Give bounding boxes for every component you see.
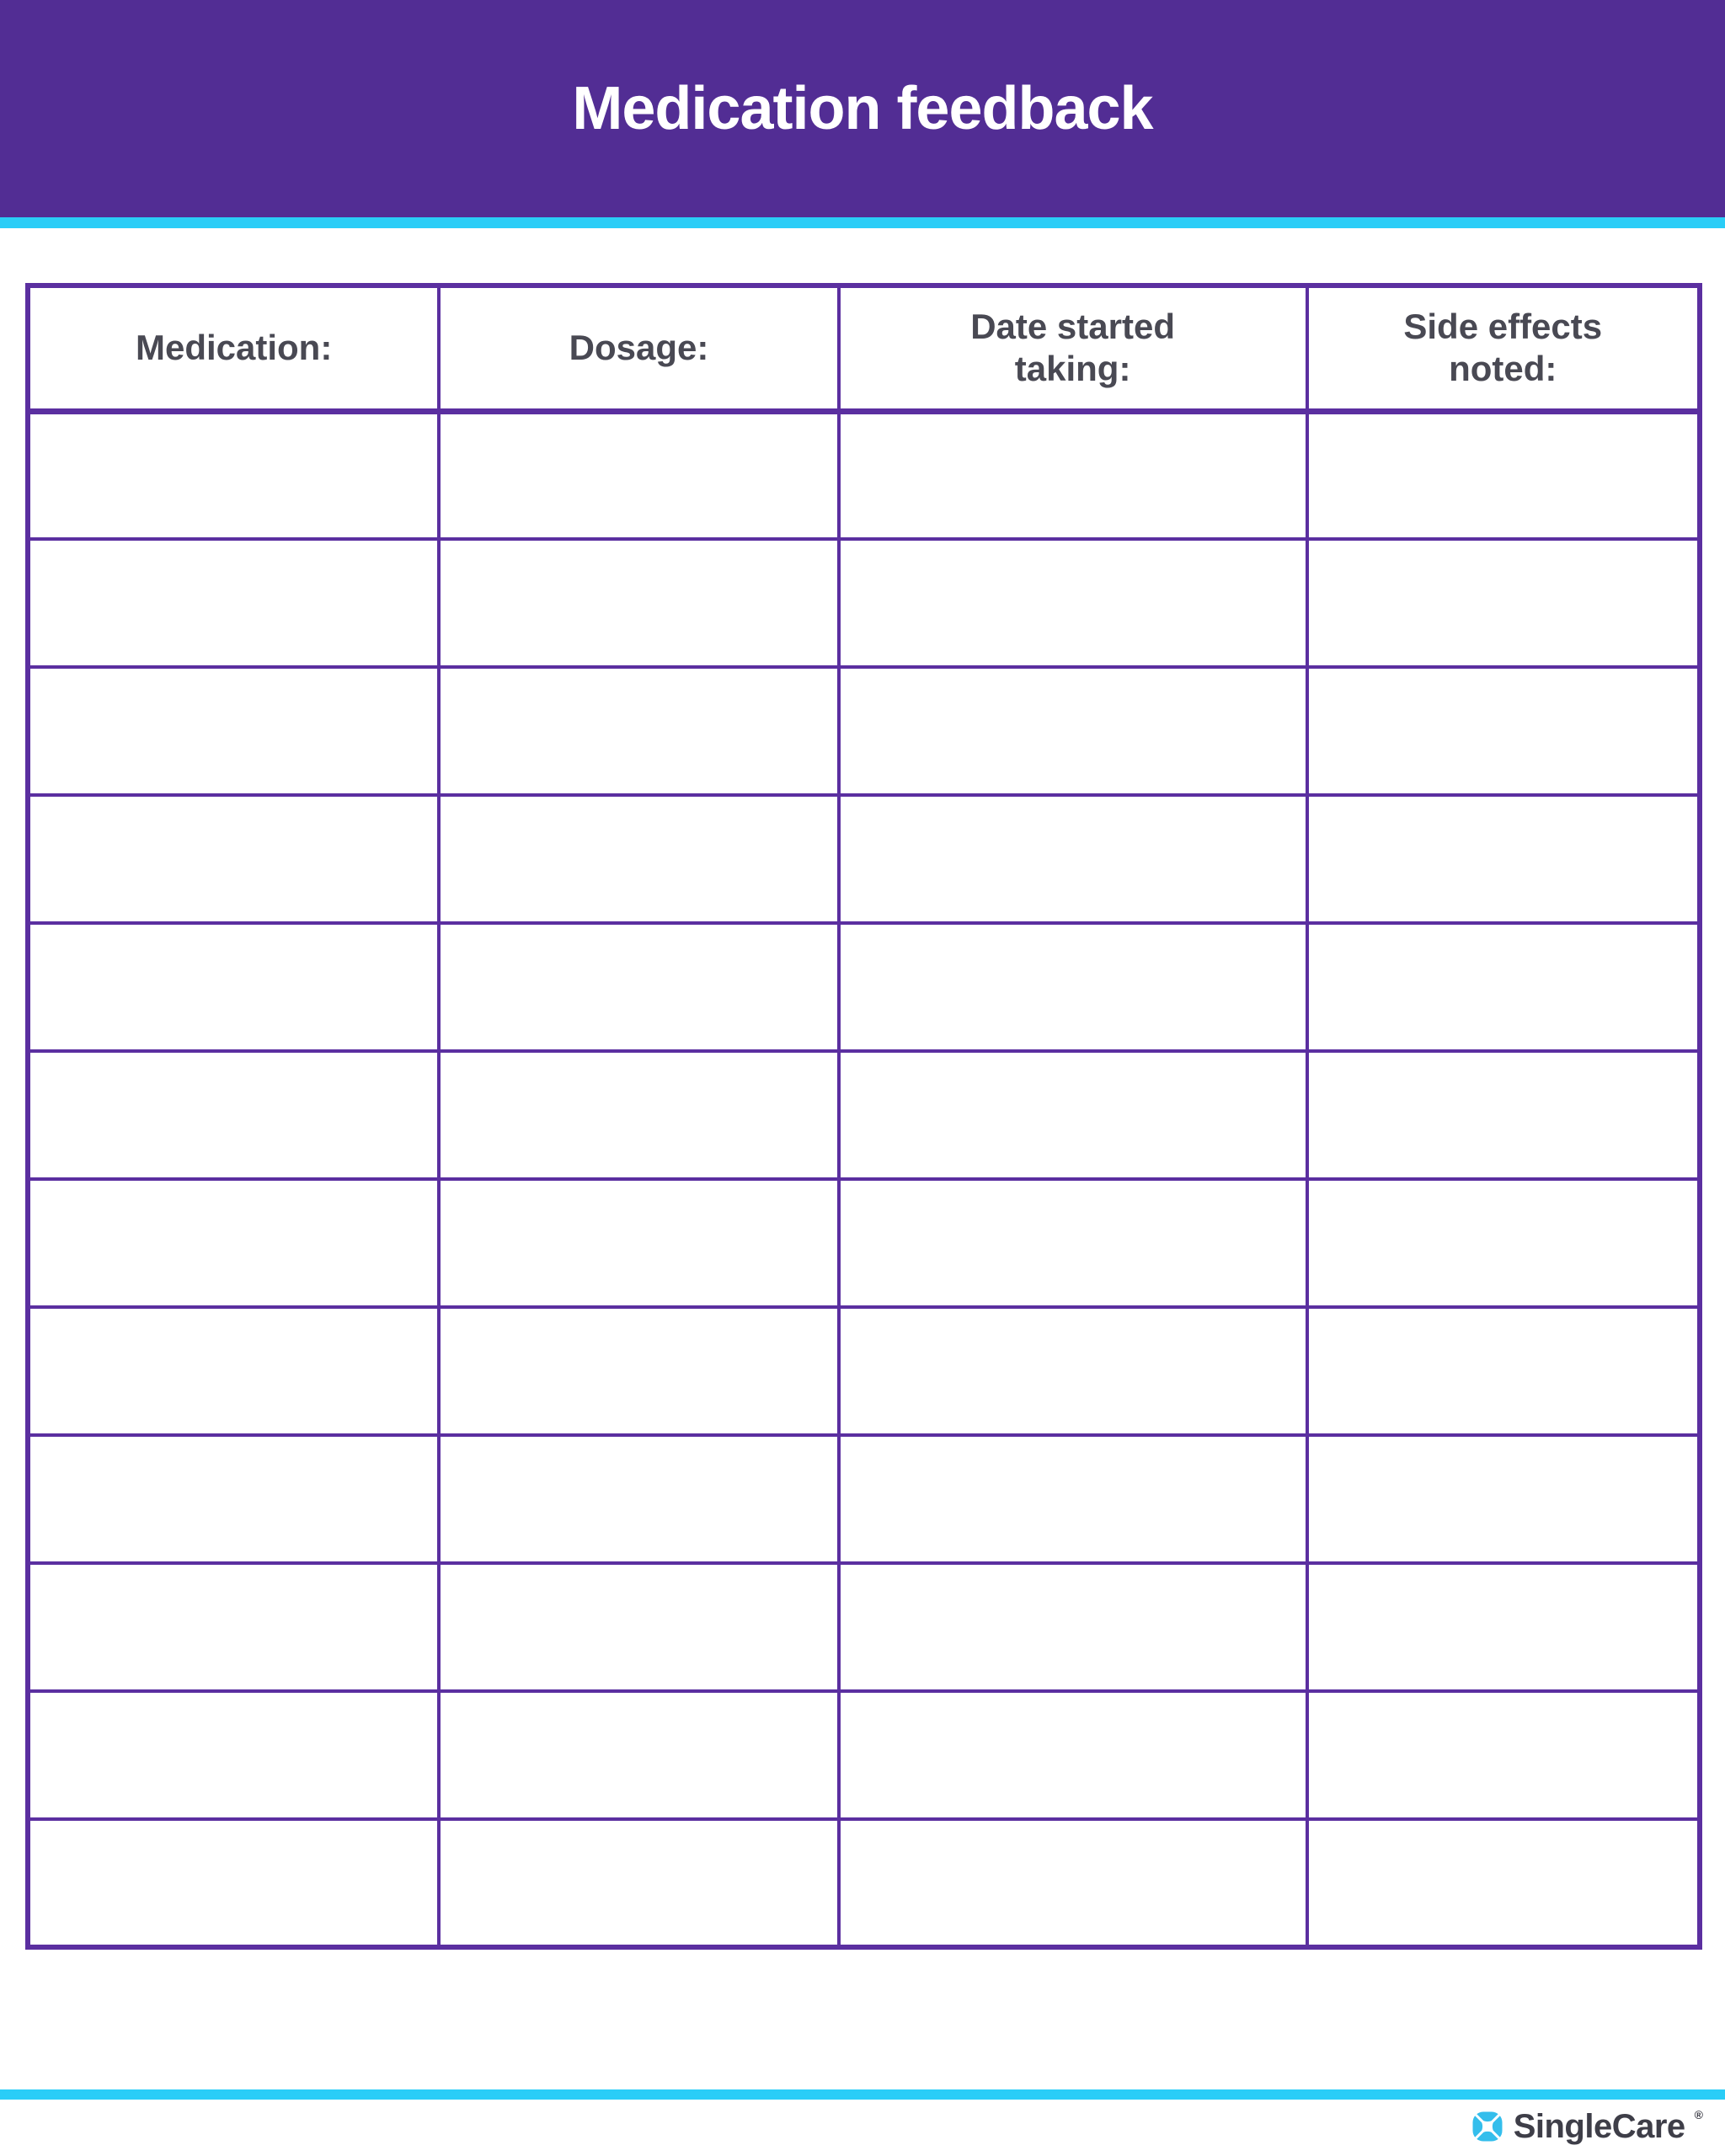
column-header-label: Medication: [135,328,333,368]
cell-dosage[interactable] [439,923,838,1051]
cell-dosage[interactable] [439,1691,838,1819]
cell-date-started[interactable] [839,1691,1307,1819]
table-row [28,1307,1700,1435]
cell-date-started[interactable] [839,1435,1307,1563]
cell-side-effects[interactable] [1307,539,1701,667]
column-header-label: Date started [970,306,1175,346]
cell-dosage[interactable] [439,1051,838,1179]
column-header-dosage [439,286,838,411]
cell-medication[interactable] [28,923,439,1051]
cell-date-started[interactable] [839,1051,1307,1179]
table-header-row [28,286,1700,411]
table-row [28,795,1700,923]
cell-medication[interactable] [28,1051,439,1179]
cell-medication[interactable] [28,1435,439,1563]
cell-date-started[interactable] [839,1563,1307,1691]
table-row [28,667,1700,795]
cell-medication[interactable] [28,1307,439,1435]
cell-side-effects[interactable] [1307,1179,1701,1307]
cell-side-effects[interactable] [1307,1563,1701,1691]
cell-side-effects[interactable] [1307,1435,1701,1563]
brand-logo [1471,2105,1703,2148]
cell-dosage[interactable] [439,795,838,923]
cell-side-effects[interactable] [1307,1819,1701,1947]
column-header-medication [28,286,439,411]
footer-divider-line [0,2089,1725,2100]
column-header-date-started [839,286,1307,411]
cell-side-effects[interactable] [1307,795,1701,923]
cell-medication[interactable] [28,539,439,667]
page-title: Medication feedback [572,75,1153,142]
cell-side-effects[interactable] [1307,667,1701,795]
cell-date-started[interactable] [839,1179,1307,1307]
cell-dosage[interactable] [439,1307,838,1435]
brand-name: SingleCare [1513,2108,1685,2145]
table-row [28,539,1700,667]
cell-medication[interactable] [28,1563,439,1691]
cell-dosage[interactable] [439,1819,838,1947]
cell-medication[interactable] [28,411,439,539]
cell-side-effects[interactable] [1307,411,1701,539]
cell-date-started[interactable] [839,795,1307,923]
cell-date-started[interactable] [839,1819,1307,1947]
table-header [28,286,1700,411]
table-row [28,411,1700,539]
column-header-label: noted: [1449,349,1557,389]
table-body [28,411,1700,1947]
cell-dosage[interactable] [439,1435,838,1563]
cell-side-effects[interactable] [1307,1051,1701,1179]
cell-side-effects[interactable] [1307,1307,1701,1435]
cell-date-started[interactable] [839,1307,1307,1435]
cell-dosage[interactable] [439,411,838,539]
header-accent-line [0,217,1725,228]
cell-dosage[interactable] [439,1563,838,1691]
medication-table [25,283,1702,1950]
cell-date-started[interactable] [839,923,1307,1051]
cell-side-effects[interactable] [1307,923,1701,1051]
table-row [28,1179,1700,1307]
cell-date-started[interactable] [839,539,1307,667]
header-banner [0,0,1725,217]
cell-medication[interactable] [28,667,439,795]
column-header-label: Dosage: [569,328,709,368]
table-row [28,1051,1700,1179]
column-header-label: taking: [1014,349,1131,389]
cell-date-started[interactable] [839,411,1307,539]
cell-dosage[interactable] [439,667,838,795]
cell-date-started[interactable] [839,667,1307,795]
table-row [28,1435,1700,1563]
cell-side-effects[interactable] [1307,1691,1701,1819]
column-header-side-effects [1307,286,1701,411]
cell-medication[interactable] [28,1179,439,1307]
table-row [28,1691,1700,1819]
registered-trademark-symbol: ® [1694,2108,1703,2121]
cell-dosage[interactable] [439,1179,838,1307]
table-row [28,923,1700,1051]
cell-medication[interactable] [28,795,439,923]
cell-dosage[interactable] [439,539,838,667]
table-row [28,1563,1700,1691]
column-header-label: Side effects [1403,306,1603,346]
medication-table-wrap [25,283,1702,1950]
cell-medication[interactable] [28,1819,439,1947]
singlecare-clover-cross-icon [1471,2110,1504,2143]
cell-medication[interactable] [28,1691,439,1819]
table-row [28,1819,1700,1947]
